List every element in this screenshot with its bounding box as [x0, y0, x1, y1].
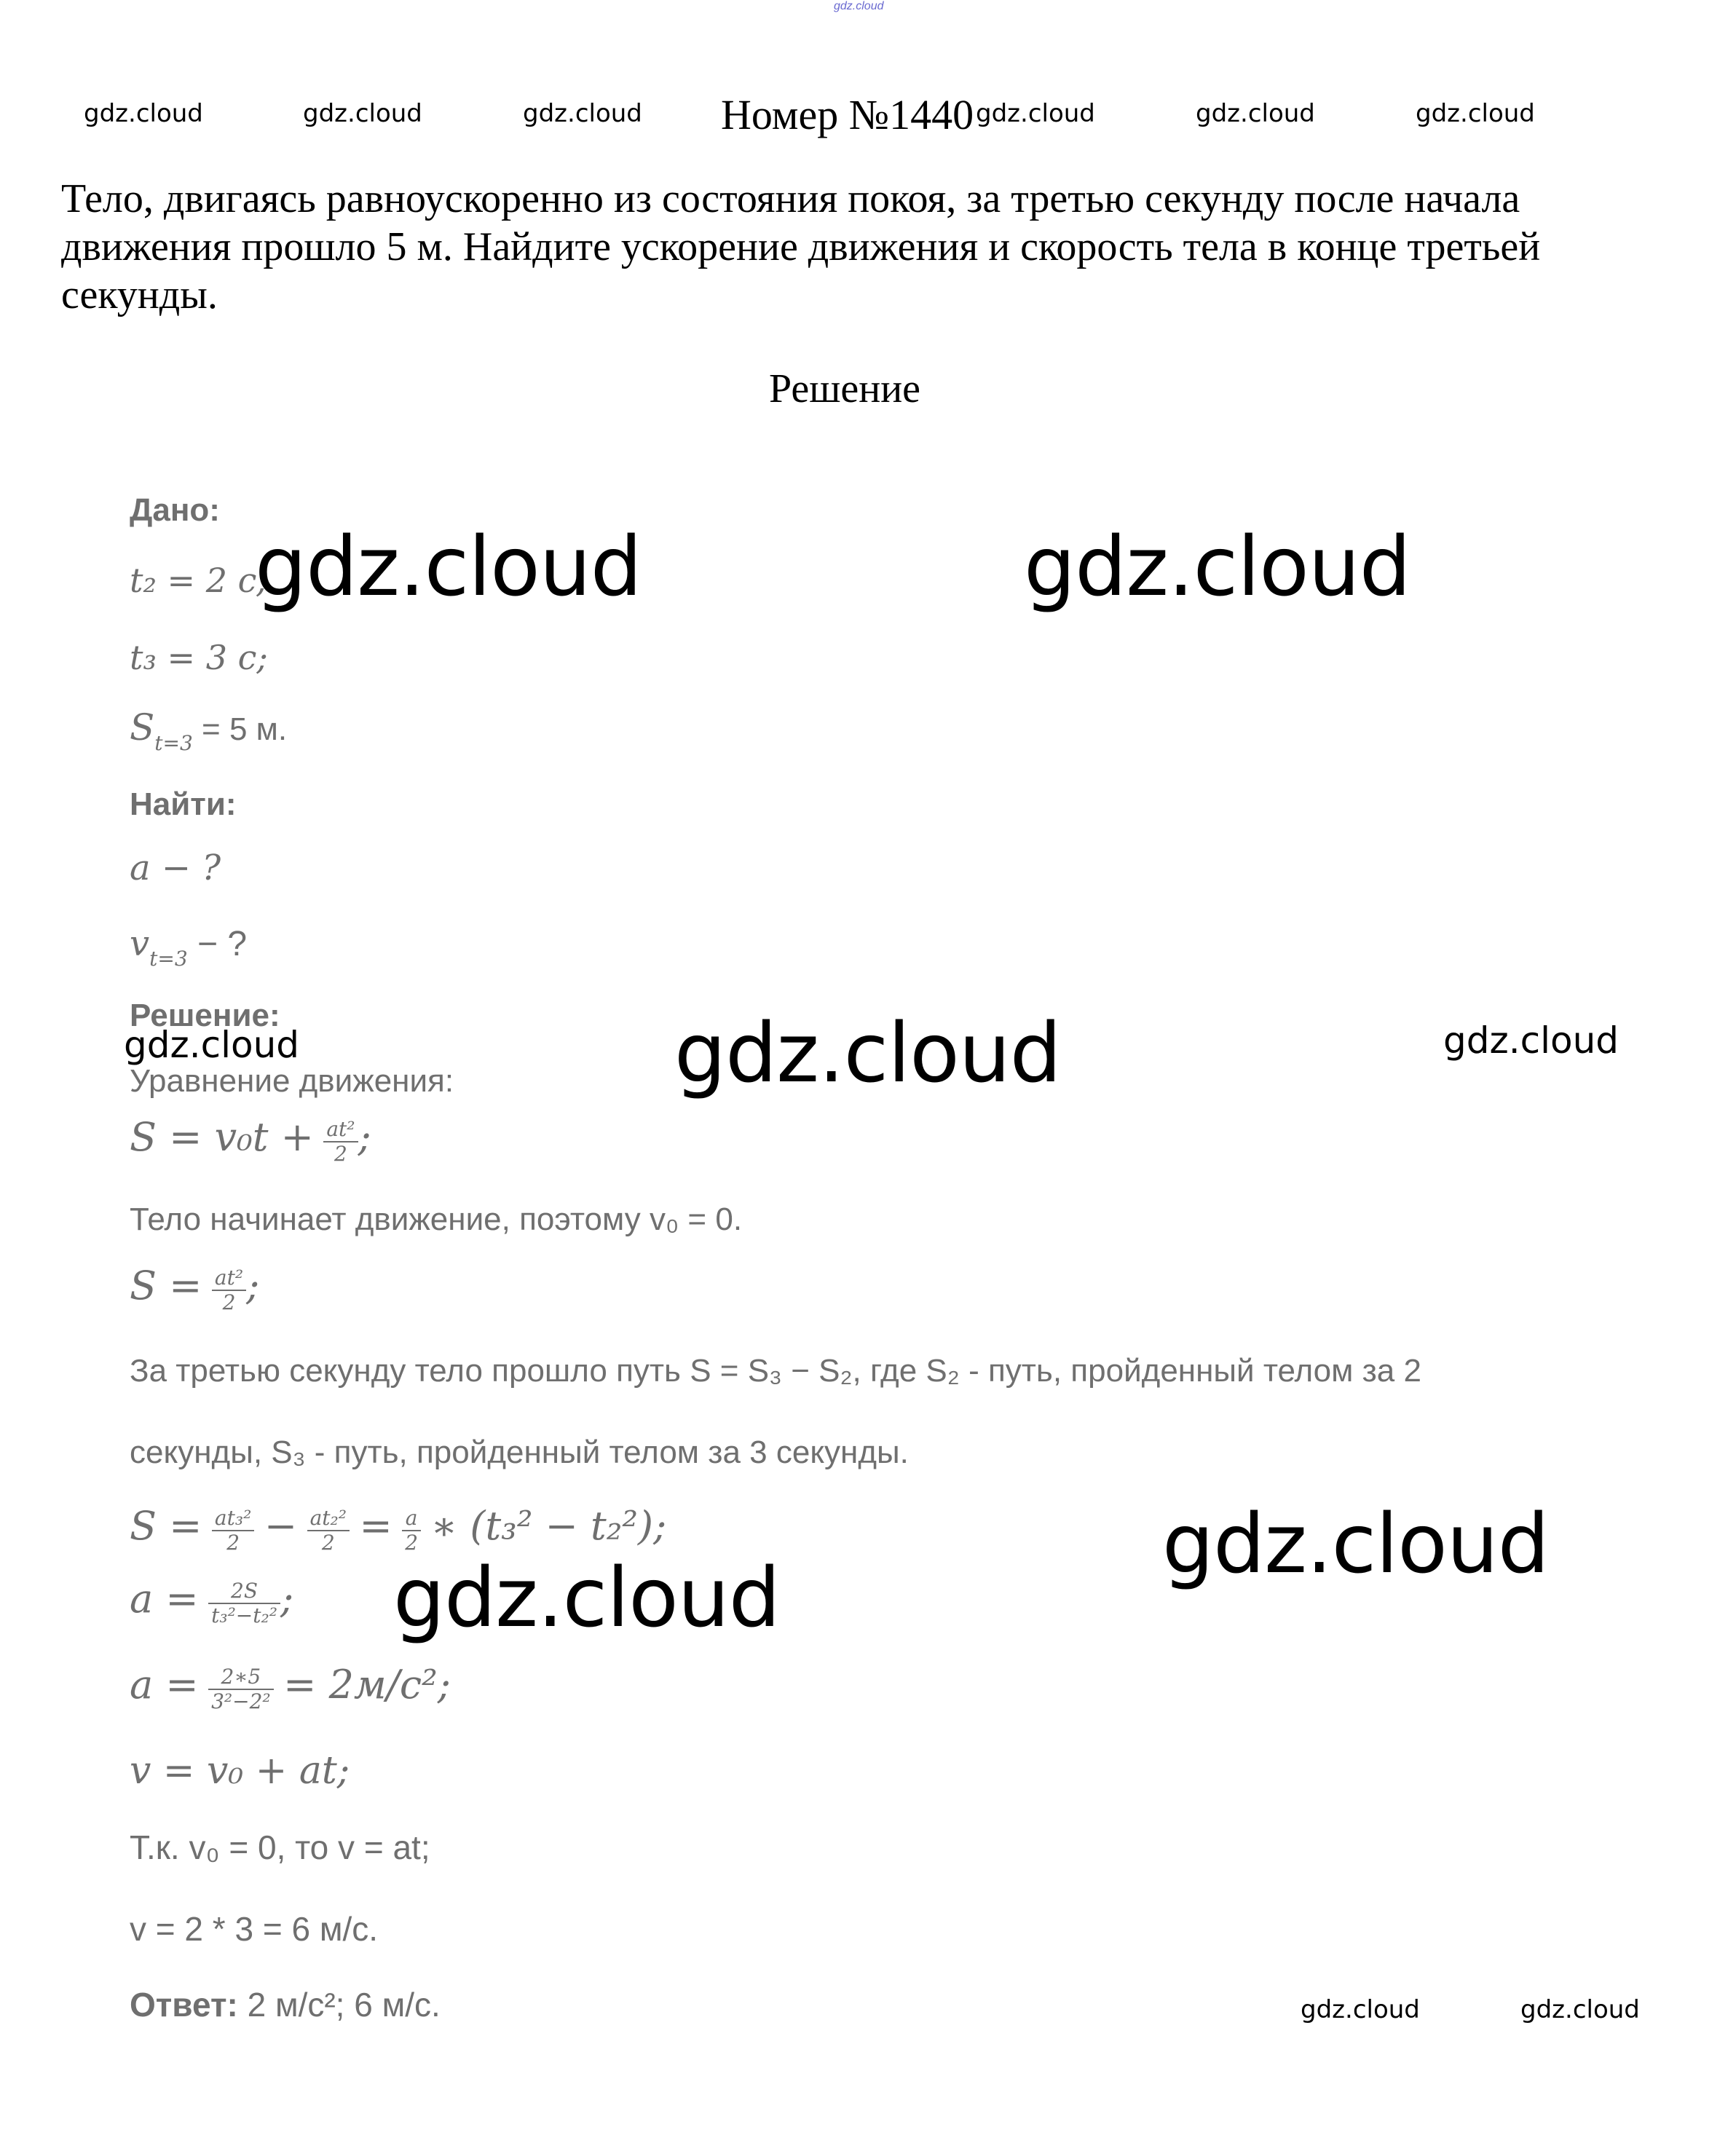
watermark-large: gdz.cloud	[674, 1006, 1061, 1101]
watermark: gdz.cloud	[84, 99, 203, 128]
eq2-fraction	[212, 1266, 246, 1314]
watermark-large: gdz.cloud	[1024, 520, 1410, 615]
watermark: gdz.cloud	[303, 99, 422, 128]
eq3-fraction-2	[307, 1507, 350, 1555]
watermark-medium: gdz.cloud	[124, 1024, 300, 1066]
eq3-den2: 2	[321, 1530, 335, 1555]
path-text-2: секунды, S₃ - путь, пройденный телом за 3 секунды.	[130, 1434, 909, 1470]
eq3-tail: ∗ (t₃² − t₂²);	[430, 1503, 667, 1549]
path-text-1: За третью секунду тело прошло путь S = S₃ − S₂, где S₂ - путь, пройденный телом за 2	[130, 1353, 1421, 1389]
find-v	[130, 923, 247, 971]
given-s-sub: t=3	[154, 731, 193, 755]
given-s-symbol: S	[130, 706, 155, 749]
eq5-tail: = 2м/с²;	[283, 1662, 451, 1708]
watermark: gdz.cloud	[1301, 1995, 1420, 2024]
watermark-large: gdz.cloud	[393, 1551, 780, 1646]
eq2-num: at²	[212, 1266, 246, 1291]
equation-4	[130, 1576, 293, 1627]
eq3-den3: 2	[405, 1530, 419, 1555]
answer-label: Ответ:	[130, 1986, 238, 2024]
eq4-tail: ;	[280, 1576, 294, 1622]
eq3-num3: a	[402, 1507, 421, 1531]
eq1-left: S = v₀t +	[130, 1114, 314, 1160]
equation-2	[130, 1263, 259, 1314]
eq2-left: S =	[130, 1263, 202, 1309]
page-title: Номер №1440	[721, 91, 974, 138]
eq1-den: 2	[334, 1141, 347, 1166]
find-label: Найти:	[130, 786, 237, 822]
eq4-fraction	[208, 1579, 280, 1627]
given-s	[130, 706, 287, 755]
equation-1	[130, 1114, 371, 1166]
eq4-den: t₃²−t₂²	[211, 1603, 277, 1627]
find-v-symbol: v	[130, 923, 150, 964]
eq2-tail: ;	[246, 1263, 260, 1309]
eq3-num1: at₃²	[212, 1507, 254, 1531]
eq5-den: 3²−2²	[211, 1689, 271, 1713]
equation-7: Т.к. v₀ = 0, то v = at;	[130, 1828, 430, 1866]
eq4-num: 2S	[208, 1579, 280, 1604]
eq3-minus: −	[264, 1503, 298, 1549]
equation-6: v = v₀ + at;	[130, 1749, 350, 1793]
top-watermark: gdz.cloud	[834, 0, 884, 12]
equation-8: v = 2 * 3 = 6 м/с.	[130, 1910, 379, 1948]
task-text: Тело, двигаясь равноускоренно из состояния покоя, за третью секунду после начала движения прошло 5 м. Найдите ускорение движения и скорость тела в конце третьей секунды.	[61, 176, 1541, 317]
find-v-tail: − ?	[187, 925, 248, 963]
watermark-large: gdz.cloud	[1162, 1497, 1549, 1592]
solution-label: Решение:	[130, 998, 280, 1033]
eq5-num: 2∗5	[208, 1665, 274, 1690]
find-v-sub: t=3	[149, 947, 188, 971]
given-t3: t₃ = 3 с;	[130, 638, 268, 677]
eq5-fraction	[208, 1665, 274, 1713]
watermark-medium: gdz.cloud	[1443, 1019, 1619, 1062]
eq3-fraction-3	[402, 1507, 421, 1555]
solution-heading: Решение	[769, 366, 921, 411]
watermark-large: gdz.cloud	[255, 520, 642, 615]
find-a: a − ?	[130, 848, 221, 888]
answer	[130, 1985, 441, 2024]
given-t2: t₂ = 2 с;	[130, 561, 268, 600]
eq3-num2: at₂²	[307, 1507, 350, 1531]
watermark: gdz.cloud	[523, 99, 642, 128]
equation-5	[130, 1662, 451, 1713]
eq1-tail: ;	[358, 1114, 371, 1160]
given-s-value: = 5 м.	[192, 711, 288, 747]
watermark: gdz.cloud	[1416, 99, 1535, 128]
given-label: Дано:	[130, 492, 220, 528]
eq3-left: S =	[130, 1503, 202, 1549]
equation-3	[130, 1503, 666, 1555]
eq3-fraction-1	[212, 1507, 254, 1555]
eq1-fraction	[323, 1118, 358, 1166]
equation-label: Уравнение движения:	[130, 1063, 454, 1099]
watermark: gdz.cloud	[976, 99, 1095, 128]
watermark: gdz.cloud	[1196, 99, 1315, 128]
eq4-left: a =	[130, 1576, 199, 1622]
eq5-left: a =	[130, 1662, 199, 1708]
eq3-equals: =	[359, 1503, 392, 1549]
start-text: Тело начинает движение, поэтому v₀ = 0.	[130, 1201, 743, 1237]
watermark: gdz.cloud	[1520, 1995, 1640, 2024]
eq1-num: at²	[323, 1118, 358, 1142]
eq3-den1: 2	[226, 1530, 240, 1555]
eq2-den: 2	[222, 1290, 236, 1314]
answer-value: 2 м/с²; 6 м/с.	[247, 1986, 441, 2024]
